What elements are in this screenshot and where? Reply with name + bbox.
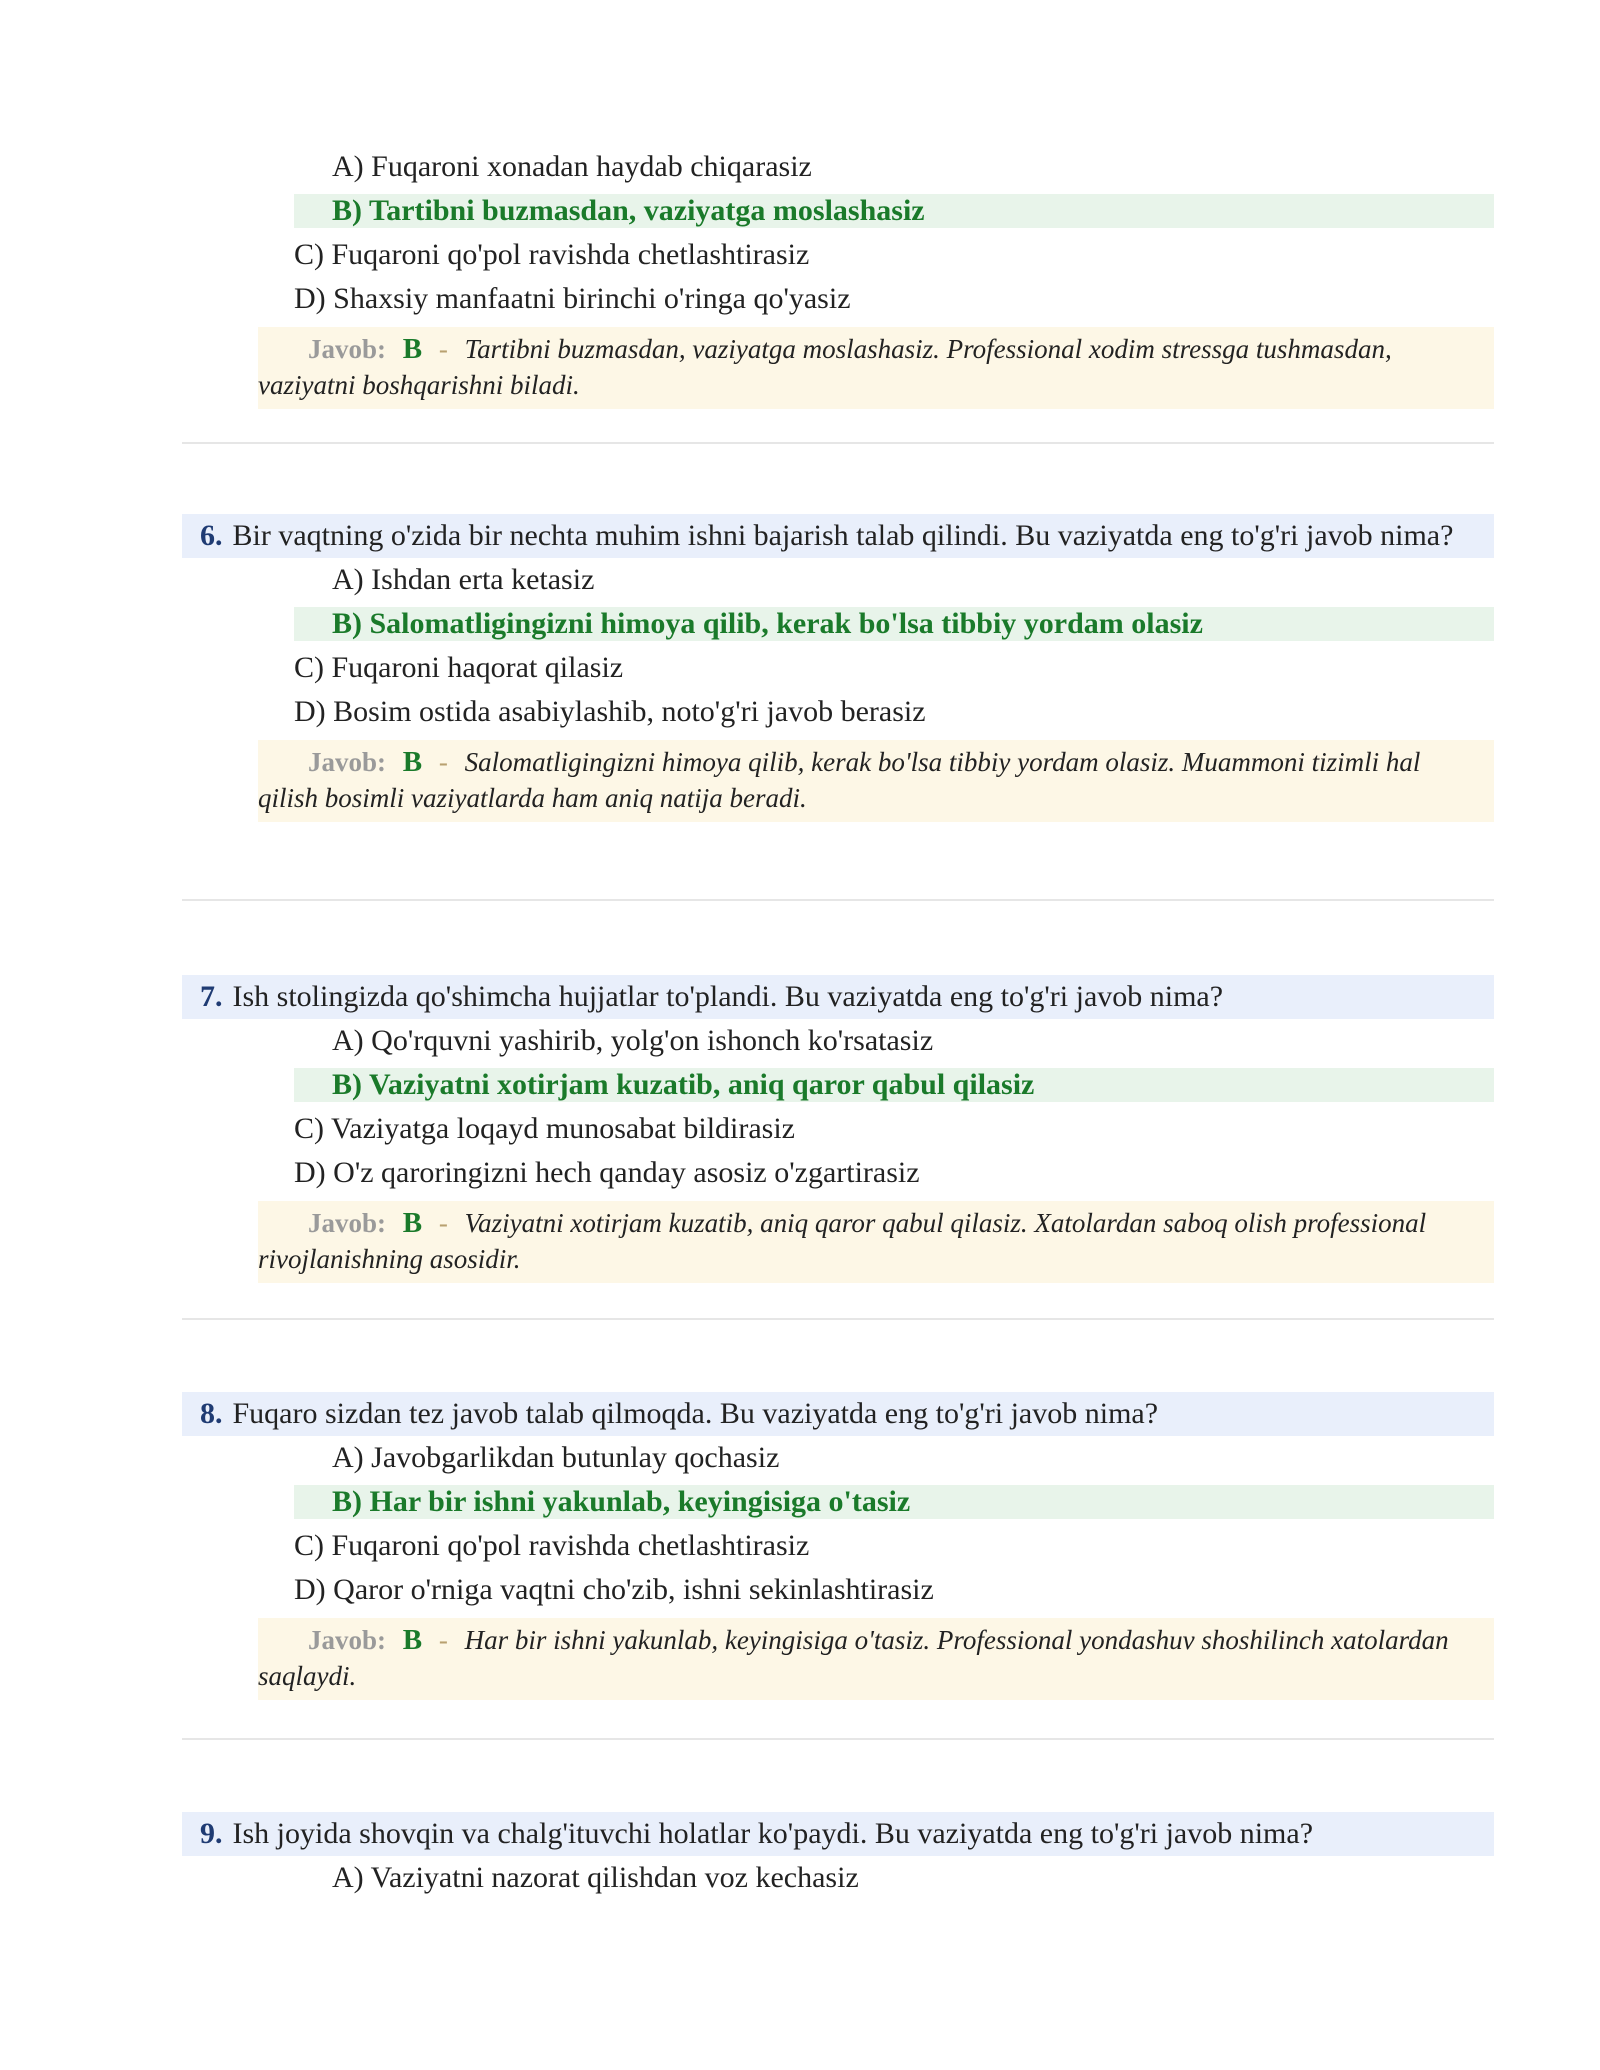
option-c: C) Fuqaroni qo'pol ravishda chetlashtirasiz [294,238,810,271]
option-c: C) Fuqaroni haqorat qilasiz [294,651,624,684]
question-number: 7. [200,980,223,1013]
answer-explanation: Vaziyatni xotirjam kuzatib, aniq qaror qabul qilasiz. Xatolardan saboq olish professional rivojlanishning asosidir. [258,1208,1427,1274]
answer-box [258,1201,1494,1283]
answer-box [258,1618,1494,1700]
question-block-6 [182,514,1494,822]
option-c: C) Vaziyatga loqayd munosabat bildirasiz [294,1112,795,1145]
option-a: A) Javobgarlikdan butunlay qochasiz [332,1441,780,1474]
answer-letter: B [402,1624,423,1656]
answer-letter: B [402,746,423,778]
answer-box [258,327,1494,409]
option-b-correct: B) Tartibni buzmasdan, vaziyatga moslashasiz [294,194,1494,228]
question-heading [182,1812,1494,1856]
option-d: D) O'z qaroringizni hech qanday asosiz o'zgartirasiz [294,1156,920,1189]
option-c: C) Fuqaroni qo'pol ravishda chetlashtirasiz [294,1529,810,1562]
option-d: D) Bosim ostida asabiylashib, noto'g'ri javob berasiz [294,695,926,728]
option-a: A) Ishdan erta ketasiz [332,563,595,596]
divider [182,899,1494,901]
divider [182,1738,1494,1740]
option-b-correct: B) Salomatligingizni himoya qilib, kerak bo'lsa tibbiy yordam olasiz [294,607,1494,641]
question-block-9 [182,1812,1494,1900]
question-heading [182,975,1494,1019]
answer-label: Javob: [308,334,387,364]
question-text: Ish joyida shovqin va chalg'ituvchi holatlar ko'paydi. Bu vaziyatda eng to'g'ri javob nima? [232,1817,1314,1850]
divider [182,1318,1494,1320]
question-block-5-partial [182,145,1494,409]
answer-letter: B [402,1207,423,1239]
question-number: 6. [200,519,223,552]
answer-letter: B [402,333,423,365]
option-a: A) Fuqaroni xonadan haydab chiqarasiz [332,150,812,183]
question-number: 9. [200,1817,223,1850]
option-d: D) Shaxsiy manfaatni birinchi o'ringa qo'yasiz [294,282,851,315]
answer-dash: - [438,747,448,777]
option-b-correct: B) Vaziyatni xotirjam kuzatib, aniq qaror qabul qilasiz [294,1068,1494,1102]
answer-dash: - [438,1625,448,1655]
answer-label: Javob: [308,1208,387,1238]
option-b-correct: B) Har bir ishni yakunlab, keyingisiga o'tasiz [294,1485,1494,1519]
question-heading [182,514,1494,558]
question-text: Fuqaro sizdan tez javob talab qilmoqda. Bu vaziyatda eng to'g'ri javob nima? [232,1397,1159,1430]
question-heading [182,1392,1494,1436]
option-a: A) Vaziyatni nazorat qilishdan voz kechasiz [332,1861,859,1894]
question-block-7 [182,975,1494,1283]
answer-box [258,740,1494,822]
answer-label: Javob: [308,747,387,777]
answer-dash: - [438,1208,448,1238]
answer-dash: - [438,334,448,364]
answer-explanation: Salomatligingizni himoya qilib, kerak bo'lsa tibbiy yordam olasiz. Muammoni tizimli hal qilish bosimli vaziyatlarda ham aniq natija beradi. [258,747,1421,813]
question-number: 8. [200,1397,223,1430]
divider [182,442,1494,444]
answer-label: Javob: [308,1625,387,1655]
question-block-8 [182,1392,1494,1700]
option-d: D) Qaror o'rniga vaqtni cho'zib, ishni sekinlashtirasiz [294,1573,934,1606]
answer-explanation: Tartibni buzmasdan, vaziyatga moslashasiz. Professional xodim stressga tushmasdan, vaziyatni boshqarishni biladi. [258,334,1392,400]
answer-explanation: Har bir ishni yakunlab, keyingisiga o'tasiz. Professional yondashuv shoshilinch xatolardan saqlaydi. [258,1625,1449,1691]
option-a: A) Qo'rquvni yashirib, yolg'on ishonch ko'rsatasiz [332,1024,934,1057]
question-text: Ish stolingizda qo'shimcha hujjatlar to'plandi. Bu vaziyatda eng to'g'ri javob nima? [232,980,1224,1013]
question-text: Bir vaqtning o'zida bir nechta muhim ishni bajarish talab qilindi. Bu vaziyatda eng to'g'ri javob nima? [232,519,1454,552]
